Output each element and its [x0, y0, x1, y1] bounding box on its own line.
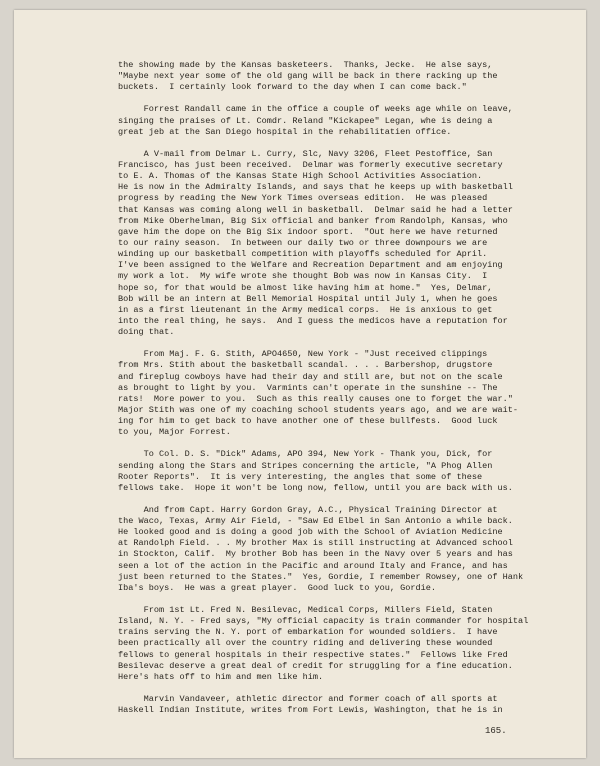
text-line: doing that. [118, 327, 175, 338]
text-line: gave him the dope on the Big Six indoor sport. "Out here we have returned [118, 226, 498, 237]
paragraph [118, 694, 558, 716]
text-line: fellows to general hospitals in their respective states." Fellows like Fred [118, 649, 508, 660]
text-line: Forrest Randall came in the office a couple of weeks age while on leave, [118, 104, 513, 115]
text-line: from Mrs. Stith about the basketball scandal. . . . Barbershop, drugstore [118, 360, 493, 371]
paragraph [118, 349, 558, 438]
paragraph [118, 505, 558, 594]
text-line: my work a lot. My wife wrote she thought Bob was now in Kansas City. I [118, 271, 488, 282]
text-line: been practically all over the country riding and delivering these wounded [118, 638, 493, 649]
body-text [118, 60, 558, 716]
text-line: He looked good and is doing a good job with the School of Aviation Medicine [118, 527, 503, 538]
paragraph [118, 60, 558, 93]
paragraph [118, 449, 558, 494]
text-line: from Mike Oberhelman, Big Six official and banker from Randolph, Kansas, who [118, 215, 508, 226]
text-line: the showing made by the Kansas basketeers. Thanks, Jecke. He alse says, [118, 60, 493, 70]
text-line: to our rainy season. In between our daily two or three downpours we are [118, 237, 488, 248]
text-line: From 1st Lt. Fred N. Besilevac, Medical Corps, Millers Field, Staten [118, 605, 493, 616]
text-line: seen a lot of the action in the Pacific and around Italy and France, and has [118, 560, 508, 571]
text-line: And from Capt. Harry Gordon Gray, A.C., Physical Training Director at [118, 504, 498, 515]
text-line: Rooter Reports". It is very interesting, the angles that some of these [118, 471, 483, 482]
paragraph [118, 104, 558, 137]
text-line: Here's hats off to him and men like him. [118, 671, 324, 682]
text-line: A V-mail from Delmar L. Curry, Slc, Navy 3206, Fleet Pestoffice, San [118, 148, 493, 159]
text-line: just been returned to the States." Yes, Gordie, I remember Rowsey, one of Hank [118, 571, 524, 582]
paragraph-gap [118, 93, 558, 104]
text-line: Island, N. Y. - Fred says, "My official capacity is train commander for hospital [118, 616, 529, 627]
paragraph-gap [118, 683, 558, 694]
text-line: that Kansas was coming along well in basketball. Delmar said he had a letter [118, 204, 513, 215]
text-line: to you, Major Forrest. [118, 427, 231, 438]
text-line: He is now in the Admiralty Islands, and says that he keeps up with basketball [118, 182, 513, 193]
paragraph [118, 605, 558, 683]
text-line: rats! More power to you. Such as this really causes one to forget the war." [118, 393, 513, 404]
text-line: Bob will be an intern at Bell Memorial Hospital until July 1, when he goes [118, 293, 498, 304]
paragraph-gap [118, 494, 558, 505]
text-line: in Stockton, Calif. My brother Bob has been in the Navy over 5 years and has [118, 549, 513, 560]
text-line: trains serving the N. Y. port of embarkation for wounded soldiers. I have [118, 627, 498, 638]
text-line: in as a first lieutenant in the Army medical corps. He is anxious to get [118, 304, 493, 315]
text-line: Major Stith was one of my coaching school students years ago, and we are wait- [118, 404, 519, 415]
text-line: the Waco, Texas, Army Air Field, - "Saw Ed Elbel in San Antonio a while back. [118, 516, 513, 527]
document-page [14, 10, 586, 758]
paragraph-gap [118, 594, 558, 605]
text-line: Iba's boys. He was a great player. Good luck to you, Gordie. [118, 582, 436, 593]
text-line: Francisco, has just been received. Delmar was formerly executive secretary [118, 159, 503, 170]
text-line: and fireplug cowboys have had their day and still are, but not on the scale [118, 371, 503, 382]
text-line: hope so, for that would be almost like having him at home." Yes, Delmar, [118, 282, 493, 293]
text-line: winding up our basketball competition with playoffs scheduled for April. [118, 249, 488, 260]
text-line: ing for him to get back to have another one of these bullfests. Good luck [118, 416, 498, 427]
text-line: From Maj. F. G. Stith, APO4650, New York - "Just received clippings [118, 349, 488, 360]
text-line: great jeb at the San Diego hospital in the rehabilitatien office. [118, 126, 452, 137]
text-line: To Col. D. S. "Dick" Adams, APO 394, New York - Thank you, Dick, for [118, 449, 493, 460]
paragraph [118, 149, 558, 338]
text-line: Haskell Indian Institute, writes from Fort Lewis, Washington, that he is in [118, 705, 503, 716]
text-line: singing the praises of Lt. Comdr. Reland "Kickapee" Legan, whe is deing a [118, 115, 493, 126]
text-line: I've been assigned to the Welfare and Recreation Department and am enjoying [118, 260, 503, 271]
paragraph-gap [118, 438, 558, 449]
text-line: to E. A. Thomas of the Kansas State High School Activities Association. [118, 171, 483, 182]
paragraph-gap [118, 338, 558, 349]
text-line: as brought to light by you. Varmints can't operate in the sunshine -- The [118, 382, 498, 393]
text-line: sending along the Stars and Stripes concerning the article, "A Phog Allen [118, 460, 493, 471]
paragraph-gap [118, 138, 558, 149]
text-line: at Randolph Field. . . My brother Max is still instructing at Advanced school [118, 538, 513, 549]
page-number: 165. [485, 726, 507, 736]
text-line: buckets. I certainly look forward to the day when I can come back." [118, 82, 467, 93]
text-line: progress by reading the New York Times overseas edition. He was pleased [118, 193, 488, 204]
text-line: Besilevac deserve a great deal of credit for struggling for a fine education. [118, 660, 513, 671]
text-line: fellows take. Hope it won't be long now, fellow, until you are back with us. [118, 482, 513, 493]
text-line: Marvin Vandaveer, athletic director and former coach of all sports at [118, 694, 498, 705]
text-line: "Maybe next year some of the old gang will be back in there racking up the [118, 71, 498, 82]
text-line: into the real thing, he says. And I guess the medicos have a reputation for [118, 315, 508, 326]
